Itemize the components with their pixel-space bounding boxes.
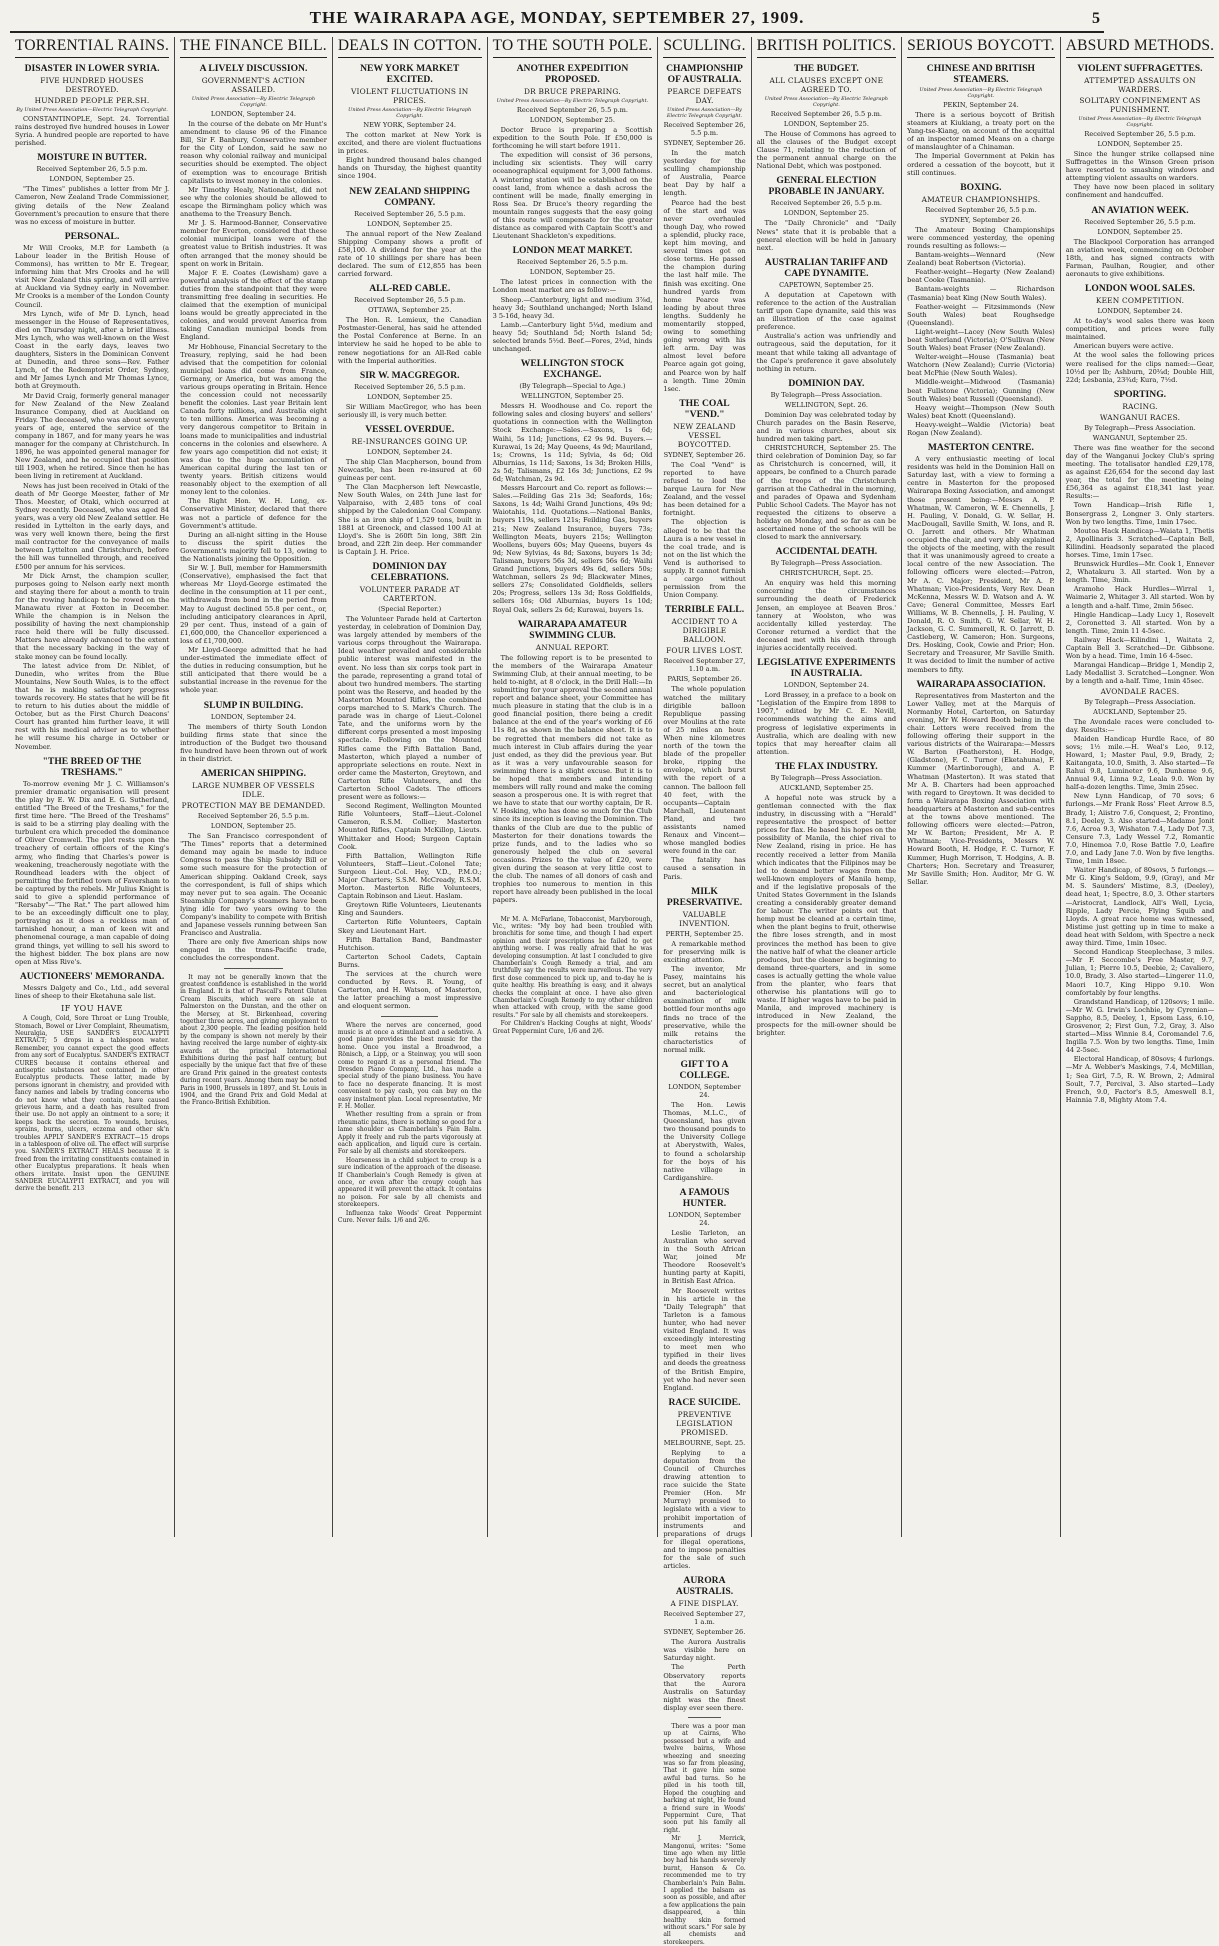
advertisement-text: For Children's Hacking Coughs at night, Woods' Great Peppermint Cure, 1/6 and 2/6. — [492, 1020, 653, 1035]
dateline: Received September 26, 5.5 p.m. — [1084, 130, 1196, 138]
column-heading: TORRENTIAL RAINS. — [15, 37, 169, 58]
article-headline: SIR W. MACGREGOR. — [359, 369, 460, 381]
paragraph: Mr Dick Arnst, the champion sculler, purposes going to Nelson early next month and staying there for about a month to train for the rowing handicap to be rowed on the Manawatu river at Foxton in December. While the champion is in Nelson the possibility of having the next championship race held there will be fully discussed. Matters have already advanced to the extent that the necessary backing in the way of stake money can be found locally. — [15, 571, 170, 661]
dateline: Received September 26, 5.5 p.m. — [663, 121, 746, 137]
article-headline: THE BUDGET. — [793, 63, 859, 74]
article-subheading: NEW ZEALAND VESSEL BOYCOTTED. — [673, 421, 736, 449]
dateline: LONDON, September 25. — [367, 392, 453, 401]
paragraph: Mr David Craig, formerly general manager for New Zealand of the New Zealand Insurance Company, died at Auckland on Friday. The deceased, who was about seventy years of age, entered the service of the company in 1867, and for many years he was manager for the company at Christchurch. In 1896, he was appointed general manager for New Zealand, and he occupied that position till 1903, when he retired. Since then he has been living in retirement at Auckland. — [15, 391, 170, 481]
dateline: By Telegraph—Press Association. — [770, 559, 883, 568]
paragraph: To-morrow evening Mr J. C. Williamson's premier dramatic organisation will present the play by E. W. Dix and E. G. Sutherland, entitled "The Breed of the Treshams," for the first time here. "The Breed of the Treshams" is said to be a stirring play dealing with the turbulent era which preceded the dominance of Oliver Cromwell. The plot rests upon the treachery of certain officers of the King's army, who finding that Charles's power is weakening, treacherously negotiate with the Roundhead leaders with the object of permitting the fortified town of Faversham to be captured by the rebels. Mr Julius Knight is said to give a splendid performance of "Rersaby"—"The Rat." The part allowed him to be an exceedingly difficult one to play, portraying as it does a reckless man of tarnished honour, a man of keen wit and phenomenal courage, a man capable of doing grand things, yet willing to sell his sword to the highest bidder. The box plans are now open at Miss Rive's. — [15, 779, 170, 966]
article-subheading: AMATEUR CHAMPIONSHIPS. — [921, 194, 1041, 204]
paragraph: CHRISTCHURCH, September 25. The third celebration of Dominion Day, so far as Christchurch is concerned, will, it appears, be confined to a Church parade of the troops of the Christchurch garrison at the Cathedral in the morning, and parades of Opawa and Sydenham Public School Cadets. The Mayor has not requested the citizens to observe a holiday on Monday, and so far as can be ascertained none of the schools will be closed to mark the anniversary. — [756, 444, 897, 542]
article-headline: NEW YORK MARKET EXCITED. — [360, 63, 460, 85]
advertisement-text: A Cough, Cold, Sore Throat or Lung Trouble, Stomach, Bowel or Liver Complaint, Rheumatism, Neuralgia, USE SANDER'S EUCALYPTI EXTRACT; 5 drops in a tablespoon water. Remember, you cannot expect the good effects from any sort of Eucalyptus. SANDER'S EXTRACT CURES because it contains ethereal and antiseptic substances not contained in other Eucalyptus products. These latter, made by persons ignorant in chemistry, and provided with fancy names and labels by trading concerns who do not know what they contain, have caused grievous harm, and a death has resulted from their use. Do not apply an ointment to a sore; it keeps back the secretion. To wounds, bruises, sprains, burns, ulcers, eczema and other sk'n troubles APPLY SANDER'S EXTRACT—15 drops in a tablespoon of olive oil. The effect will surprise you. SANDER'S EXTRACT HEALS because it is freed from the irritating constituents contained in other Eucalyptus preparations. It heals when others irritate. Insist upon the GENUINE SANDER EUCALYPTI EXTRACT, and you will derive the benefit. 213 — [15, 1015, 170, 1193]
dateline: AUCKLAND, September 25. — [779, 783, 874, 792]
paragraph: Pearce had the best of the start and was never overhauled though Day, who rowed a splendid, plucky race, kept him moving, and several times got on close terms. He passed the champion during the last half mile. The finish was exciting. One hundred yards from home Pearce was leading by about three lengths. Suddenly he momentarily stopped, owing to something going wrong with his left arm. Day was almost level before Pearce again got going, and Pearce won by half a length. Time 20min 1sec. — [663, 198, 746, 393]
advertisement-text: Influenza take Woods' Great Peppermint Cure. Never fails. 1/6 and 2/6. — [337, 1209, 482, 1225]
paragraph: Carterton Rifle Volunteers, Captain Skey and Lieutenant Hart. — [337, 918, 482, 935]
column-3 — [333, 37, 488, 1537]
column-4 — [488, 37, 659, 1537]
paragraph: The whole population watched the military dirigible balloon Republique passing over Moulins at the rate of 25 miles an hour. When nine kilometres north of the town the blade of the propeller broke, ripping the envelope, which burst with the report of a cannon. The balloon fell 40 feet, with the occupants—Captain Marchall, Lieutenant Pland, and two assistants named Renaux and Vincent—whose mangled bodies were found in the car. — [663, 685, 746, 856]
paragraph: Fifth Battalion Band, Bandmaster Hutchison. — [337, 935, 482, 952]
paragraph: An enquiry was held this morning concerning the circumstances surrounding the death of Frederick Jensen, an employee at Beaven Bros.' tannery at Woolston, who was accidentally killed yesterday. The Coroner returned a verdict that the deceased met with his death through injuries accidentally received. — [756, 579, 897, 653]
article-subheading: LARGE NUMBER OF VESSELS IDLE. — [192, 781, 315, 800]
article-subheading: RE-INSURANCES GOING UP. — [351, 436, 468, 446]
article-headline: WELLINGTON STOCK EXCHANGE. — [520, 358, 625, 381]
advertisement-text: It may not be generally known that the greatest confidence is established in the world in England. It is that of Pascall's Patent Gluten Cream Biscuits, which were on sale at Palmerston on the Dunstan, and the other on the Mersey, at St. Birkenhead, covering together three acres, and giving employment to about 2,300 people. The leading position held by the company is shown not merely by their having received the large number of eighty-six awards at the principal International Exhibitions during the past half century, but especially by the unique fact that five of these are Grand Prix gained in the greatest contests during recent years. Among them may be noted Paris in 1900, Brussels in 1897, and St. Louis in 1904, and the Grand Prix and Gold Medal at the Franco-British Exhibition. — [180, 973, 327, 1107]
paragraph: There was fine weather for the second day of the Wanganui Jockey Club's spring meeting. The totalisator handled £29,178, as against £26,654 for the second day last year, the total for the meeting being £56,364 as against £18,341 last year. Results:— — [1065, 443, 1215, 501]
dateline: CAPETOWN, September 25. — [779, 280, 874, 289]
paragraph: Sir W. J. Bull, member for Hammersmith (Conservative), emphasised the fact that whereas Mr Lloyd-George estimated the decline in the consumption at 11 per cent., withdrawals from bond in the period from May to August declined 55.8 per cent., or, including anticipatory clearances in April, 29 per cent. Thus, instead of a gain of £1,600,000, the Chancellor experienced a loss of £1,700,000. — [180, 564, 327, 645]
article-headline: DOMINION DAY. — [788, 377, 865, 389]
dateline: PERTH, September 25. — [665, 929, 744, 938]
article-headline: AUSTRALIAN TARIFF AND CAPE DYNAMITE. — [764, 256, 888, 279]
paragraph: Greytown Rifle Volunteers, Lieutenants King and Saunders. — [337, 901, 482, 918]
article-headline: GIFT TO A COLLEGE. — [679, 1058, 730, 1081]
paragraph: The objection is alleged to be that the Laura is a new vessel in the coal trade, and is not on the list which the Vend is authorised to supply. It cannot furnish a cargo without permission from the Union Company. — [663, 518, 746, 600]
dateline: Received September 27, 1 a.m. — [663, 1610, 746, 1627]
column-rule — [381, 1016, 438, 1017]
paragraph: Doctor Bruce is preparing a Scottish expedition to the South Pole. If £50,000 is forthcoming he will start before 1911. — [492, 126, 653, 151]
credit-line: United Press Association—By Electric Telegraph Copyright. — [764, 96, 888, 108]
dateline: LONDON, September 25. — [49, 175, 135, 184]
dateline: By Telegraph—Press Association. — [1084, 423, 1196, 432]
article-headline: MASTERTON CENTRE. — [927, 442, 1034, 454]
dateline: WANGANUI, September 25. — [1092, 433, 1188, 442]
advertisement-text: Mr M. A. McFarlane, Tobacconist, Maryborough, Vic., writes: "My boy had been troubled with bronchitis for some time, and though I had expert opinion and their prescriptions he failed to get anything worse. I was really afraid that he was developing consumption. At last I concluded to give Chamberlain's Cough Remedy a trial, and am truthfully say the results were marvellous. The very first dose commenced to pick up, and to-day he is quite healthy. His breathing is easy, and it always checks the complaint at once. I have also given Chamberlain's Cough Remedy to my other children when attacked with croup, with the same good results." For sale by all chemists and storekeepers. — [492, 915, 653, 1019]
paragraph: Heavy weight—Thompson (New South Wales) beat Knott (Queensland). — [907, 403, 1055, 420]
article-headline: TERRIBLE FALL. — [664, 604, 745, 616]
dateline: By Telegraph—Press Association. — [770, 773, 883, 782]
dateline: LONDON, September 24. — [367, 447, 453, 456]
paragraph: Moutoa Hack Handicap—Waiata 1, Thetis 2, Apollinaris 3. Scratched—Captain Bell, Kilindini. Headsonly separated the placed horses. Time, 1min 17sec. — [1065, 526, 1215, 559]
dateline: Received September 26, 5.5 p.m. — [197, 812, 310, 821]
paragraph: At to-day's wool sales there was keen competition, and prices were fully maintained. — [1065, 317, 1215, 342]
dateline: Received September 26, 5.5 p.m. — [36, 165, 148, 174]
column-2 — [175, 37, 333, 1537]
paragraph: The members of thirty South London building firms state that since the introduction of the Budget two thousand five hundred have been thrown out of work in their district. — [180, 722, 327, 763]
article-headline: A LIVELY DISCUSSION. — [199, 63, 308, 74]
paragraph: The latest prices in connection with the London meat market are as follow:— — [492, 278, 653, 295]
article-headline: WAIRARAPA AMATEUR SWIMMING CLUB. — [517, 618, 628, 641]
article-headline: LONDON WOOL SALES. — [1085, 283, 1195, 295]
article-subheading: ANNUAL REPORT. — [535, 642, 610, 652]
dateline: Received September 26, 5.5 p.m. — [516, 106, 629, 114]
paragraph: The fatality has caused a sensation in Paris. — [663, 856, 746, 881]
paragraph: A deputation at Capetown with reference to the action of the Australian tariff upon Cape dynamite, said this was an illustration of the case against preference. — [756, 290, 897, 332]
paragraph: Town Handicap—Irish Rifle 1, Bonsergrass 2, Longner 3. Only starters. Won by two lengths. Time, 1min 17sec. — [1065, 501, 1215, 526]
article-headline: DISASTER IN LOWER SYRIA. — [24, 63, 160, 74]
dateline: Received September 26, 5.5 p.m. — [354, 209, 466, 218]
paragraph: Maiden Handicap Hurdle Race, of 80 sovs; 1½ mile.—H. Weal's Leo, 9.12, Howard, 1; Master Paul, 9.9, Brady, 2; Kaitangata, 10.0, Smith, 3. Also started—Te Rahui 9.8, Lumineter 9.6, Dunheme 9.6, Annual 9.4, Linna 9.2, Leala 9.0. Won by half-a-dozen lengths. Time, 3min 25sec. — [1065, 734, 1215, 792]
paragraph: A remarkable method for preserving milk is exciting attention. — [663, 939, 746, 964]
dateline: Received September 26, 5.5 p.m. — [516, 258, 629, 267]
article-headline: LEGISLATIVE EXPERIMENTS IN AUSTRALIA. — [757, 657, 896, 680]
article-subheading: GOVERNMENT'S ACTION ASSAILED. — [201, 76, 306, 94]
credit-line: United Press Association—By Electric Telegraph Copyright. — [348, 107, 472, 119]
column-1 — [10, 37, 175, 1537]
article-headline: ANOTHER EXPEDITION PROPOSED. — [516, 63, 629, 85]
paragraph: Bantam-weights—Wennard (New Zealand) beat Robertson (Victoria). — [907, 251, 1055, 268]
dateline: Received September 26, 5.5 p.m. — [354, 296, 466, 305]
column-rule — [224, 968, 283, 969]
paragraph: Lord Brassey, in a preface to a book on "Legislation of the Empire from 1898 to 1907," edited by Mr C. E. Nevill, recommends watching the aims and progress of legislative experiments in Australia, which are dealing with new topics that may hereafter claim all attention. — [756, 691, 897, 756]
article-headline: PERSONAL. — [64, 230, 120, 242]
paragraph: News has just been received in Otaki of the death of Mr George Meester, father of Mr Thos. Meester, of Otaki, which occurred at Sydney recently. Deceased, who was aged 84 years, was a very old New Zealand settler. He resided in Lyttelton in the early days, and was very well known there, being the first mail contractor for the conveyance of mails between Lyttelton and Christchurch, before the hill was tunnelled through, and received £500 per annum for his services. — [15, 481, 170, 571]
page-number: 5 — [1092, 10, 1100, 27]
paragraph: The Aurora Australis was visible here on Saturday night. — [663, 1638, 746, 1663]
article-subheading: ALL CLAUSES EXCEPT ONE AGREED TO. — [769, 76, 884, 94]
dateline: LONDON, September 25. — [783, 209, 869, 218]
paragraph: The Hon. R. Lemieux, the Canadian Postmaster-General, has said he attended the Postal Conference at Berne. In an interview he said he hoped to be able to renew negotiations for an All-Red cable with the Imperial authorities. — [337, 316, 482, 365]
dateline: LONDON, September 25. — [529, 268, 615, 277]
advertisement-text: Hoarseness in a child subject to croup is a sure indication of the approach of the disease. If Chamberlain's Cough Remedy is given at once, or even after the croupy cough has appeared it will prevent the attack. It contains no poison. For sale by all chemists and storekeepers. — [337, 1156, 482, 1209]
article-headline: CHINESE AND BRITISH STEAMERS. — [926, 63, 1036, 85]
article-headline: THE COAL "VEND." — [679, 397, 730, 420]
paragraph: The Hon. Lewis Thomas, M.L.C., of Queensland, has given two thousand pounds to the University College at Aberystwith, Wales, to found a scholarship for the boys of his native village in Cardiganshire. — [663, 1100, 746, 1182]
dateline: Received September 26, 5.5 p.m. — [925, 205, 1037, 214]
article-subheading: PEARCE DEFEATS DAY. — [667, 87, 742, 105]
paragraph: Mrs Lynch, wife of Mr D. Lynch, head messenger in the House of Representatives, died on Thursday night, after a brief illness. Mrs Lynch, who was well-known on the West Coast in the early days, leaves two daughters, Sisters in the Dominican Convent at Dunedin, and three sons—Rev. Father Lynch, of the Redemptorist Order, Sydney, and Mr James Lynch and Mr Thomas Lynce, both at Greymouth. — [15, 309, 170, 391]
article-headline: CHAMPIONSHIP OF AUSTRALIA. — [666, 63, 743, 85]
paragraph: Heavy-weight—Waldie (Victoria) beat Rogan (New Zealand). — [907, 420, 1055, 437]
dateline: MELBOURNE, Sept. 25. — [663, 1438, 746, 1447]
column-8 — [1061, 37, 1219, 1537]
column-heading: THE FINANCE BILL. — [180, 37, 327, 58]
dateline: LONDON, September 24. — [1097, 307, 1183, 316]
paragraph: New Lynn Handicap, of 70 sovs; 6 furlongs.—Mr Frank Ross' Fleet Arrow 8.5, Brady, 1; Aiistro 7.6, Conquest, 2; Frontino, 8.1, Deeley, 3. Also started—Madame Jonit 7.6, Acroa 9.3, Wishaton 7.4, Lady Dot 7.3, Censure 7.3, Lady Wessel 7.2, Romantic 7.0, Hinemoa 7.0, Rose Battle 7.0, Leafire 7.0, and Lady Jane 7.0. Won by five lengths. Time, 1min 18sec. — [1065, 792, 1215, 866]
dateline: Received September 26, 5.5 p.m. — [1084, 217, 1196, 226]
column-heading: SCULLING. — [663, 37, 745, 58]
paragraph: The "Daily Chronicle" and "Daily News" state that it is probable that a general election will be held in January next. — [756, 219, 897, 252]
dateline: LONDON, September 24. — [668, 1082, 741, 1099]
article-subheading: ACCIDENT TO A DIRIGIBLE BALLOON. — [671, 617, 738, 645]
paragraph: Replying to a deputation from the Council of Churches drawing attention to race suicide the State Premier (Hon. Mr Murray) promised to legislate with a view to prohibit importation of instruments and preparations of drugs for illegal operations, and to impose penalties for the sale of such articles. — [663, 1448, 746, 1571]
column-heading: TO THE SOUTH POLE. — [493, 37, 653, 58]
column-heading: DEALS IN COTTON. — [338, 37, 482, 58]
paragraph: The following report is to be presented to the members of the Wairarapa Amateur Swimming Club, at their annual meeting, to be held to-night, at 8 o'clock, in the Drill Hall:—In submitting for your approval the second annual report and balance sheet, your Committee has much pleasure in stating that the club is in a good financial position, there being a credit balance at the end of the year's working of £6 11s 8d, as shown in the balance sheet. It is to be regretted that members did not take as much interest in Club affairs during the year just ended, as they did the previous year. But as it was a very unfavourable season for swimming there is a slight excuse. But it is to be hoped that members and intending members will rally round and make the coming season a prosperous one. It is with regret that we have to state that our worthy captain, Dr R. V. Hosking, who has done so much for the Club since its inception is leaving the Dominion. The thanks of the Club are due to the public of Masterton for their donations towards the prize funds, and to the ladies who so generously helped the club on several occasions. Prizes to the value of £20, were given during the season at very little cost to the club. The names of all donors of cash and trophies too numerous to mention in this report have already been published in the local papers. — [492, 653, 653, 905]
paragraph: Major F. E. Coates (Lewisham) gave a powerful analysis of the effect of the stamp duties from the standpoint that they were transmitting free dealing in securities. He claimed that the exemption of municipal loans would be greatly appreciated in the colonies, and would prevent America from taking Canadian municipal bonds from England. — [180, 268, 327, 342]
article-headline: GENERAL ELECTION PROBABLE IN JANUARY. — [768, 175, 885, 198]
article-headline: MILK PRESERVATIVE. — [666, 885, 743, 908]
paragraph: The Right Hon. W. H. Long, ex-Conservative Minister, declared that there was not a particle of defence for the Government's attitude. — [180, 497, 327, 530]
article-headline: MOISTURE IN BUTTER. — [37, 152, 147, 164]
column-5 — [658, 37, 751, 1946]
dateline: LONDON, September 25. — [783, 120, 869, 128]
paragraph: A hopeful note was struck by a gentleman connected with the flax industry, in discussing with a "Herald" representative the prospect of better prices for flax. He based his hopes on the possibility of Manila, the chief rival to New Zealand, rising in price. He has recently received a letter from Manila which indicates that the Filipinos may be led to demand better wages from the well-known employers of Manila hemp, and if the legislative proposals of the United States Government in the Islands creating a considerably greater demand for labour. The writer points out that hemp must be cleaned at a certain time, when the plant begins to fruit, otherwise the fibre loses strength, and in most provinces the method has been to give the native half of what the cleaner article produces, but the cleaner is beginning to demand three-quarters, and in some cases is actually getting the whole value from the planter, who fears that otherwise his plantations will go to waste. If higher wages have to be paid in Manila, and improved machinery is introduced in New Zealand, the prospects for the mill-owner should be brighter. — [756, 793, 897, 1037]
column-rule — [540, 910, 604, 911]
article-headline: AN AVIATION WEEK. — [1091, 204, 1189, 216]
paragraph: The Imperial Government at Pekin has ordered a cessation of the boycott, but it still continues. — [907, 152, 1055, 177]
article-headline: ACCIDENTAL DEATH. — [775, 546, 878, 558]
article-headline: BOXING. — [960, 181, 1002, 193]
paragraph: The Avondale races were concluded to-day. Results:— — [1065, 717, 1215, 734]
article-subheading: FOUR LIVES LOST. — [666, 646, 743, 656]
dateline: LONDON, September 25. — [1097, 227, 1183, 236]
paragraph: The Volunteer Parade held at Carterton yesterday, in celebration of Dominion Day, was largely attended by members of the various corps throughout the Wairarapa. Ideal weather prevailed and considerable public interest was manifested in the event. No less than six corps took part in the parade, representing a grand total of about two hundred members. The starting point was the Reserve, and headed by the Masterton Mounted Rifles, the combined corps marched to S. Mark's Church. The parade was in charge of Lieut.-Colonel Tate, and the uniforms worn by the different corps presented a most imposing spectacle. Following on the Mounted Rifles came the Fifth Battalion Band, Masterton, which played a number of appropriate selections en route. Next in order came the Masterton, Greytown, and Carterton Rifle Volunteers, and the Carterton School Cadets. The officers present were as follows:— — [337, 615, 482, 802]
article-headline: AURORA AUSTRALIS. — [675, 1575, 734, 1598]
article-headline: "THE BREED OF THE TRESHAMS." — [42, 755, 142, 778]
article-subheading: A FINE DISPLAY. — [670, 1599, 739, 1609]
paragraph: Mr Will Crooks, M.P. for Lambeth (a Labour leader in the British House of Commons), has written to Mr E. Tregear, informing him that Mrs Crooks and he will visit New Zealand this spring, and will arrive at Auckland via Sydney early in November. Mr Crooks is a member of the London County Council. — [15, 243, 170, 309]
article-subheading: PROTECTION MAY BE DEMANDED. — [181, 801, 326, 811]
dateline: WELLINGTON, Sept. 26. — [784, 400, 869, 409]
paragraph: Fifth Battalion, Wellington Rifle Volunteers, Staff—Lieut.-Colonel Tate; Surgeon Lieut.-Col. Hey, V.D., P.M.O.; Major Charters; S.S.M. McCready, R.S.M. Morton. Masterton Rifle Volunteers, Captain Robinson and Lieut. Haslam. — [337, 851, 482, 901]
paragraph: The Blackpool Corporation has arranged an aviation week, commencing on October 18th, and has signed contracts with Farman, Paulhan, Rougier, and other aeronauts to give exhibitions. — [1065, 237, 1215, 278]
column-7 — [902, 37, 1061, 1537]
dateline: WELLINGTON, September 25. — [521, 392, 624, 401]
paragraph: Waiter Handicap, of 80sovs, 5 furlongs.—Mr G. King's Seldom, 9.9, (Gray), and Mr M. S. Saunders' Mistime, 8.3, (Deeley), dead heat, 1; Spectre, 8.0, 3. Other starters—Aristocrat, Landlock, All's Well, Lycia, Ripple, Lady Percie, Flying Squib and Lloyds. A great race home was witnessed, Mistime just getting up in time to make a dead heat with Seldom, with Spectre a neck away third. Time, 1min 10sec. — [1065, 866, 1215, 948]
article-headline: WAIRARAPA ASSOCIATION. — [916, 678, 1046, 690]
article-headline: NEW ZEALAND SHIPPING COMPANY. — [349, 185, 471, 208]
advertisement-text: Whether resulting from a sprain or from rheumatic pains, there is nothing so good for a lame shoulder as Chamberlain's Pain Balm. Apply it freely and rub the parts vigorously at each application, and liquid cure is certain. For sale by all chemists and storekeepers. — [337, 1111, 482, 1156]
paragraph: Sir William MacGregor, who has been seriously ill, is very much better. — [337, 402, 482, 419]
dateline: NEW YORK, September 24. — [363, 121, 457, 129]
paragraph: During an all-night sitting in the House to discuss the spirit duties the Government's majority fell to 13, owing to the Nationalists joining the Opposition. — [180, 530, 327, 563]
column-rule — [688, 1717, 721, 1718]
dateline: Received September 26, 5.5 p.m. — [770, 199, 882, 208]
credit-line: United Press Association—By Electric Telegraph Copyright. — [496, 98, 649, 104]
advertisement-text: There was a poor man up at Cairns, Who possessed but a wife and twelve bairns, Whose wheezing and sneezing was so far from pleasing, That it gave him some awful bad turns. So he piled in his tooth till, Hoped the coughing and barking at night, He found a friend sure in Woods' Peppermint Cure, That soon put his family all right. — [663, 1723, 746, 1834]
masthead — [10, 6, 1104, 33]
dateline: (Special Reporter.) — [378, 605, 442, 613]
article-headline: VIOLENT SUFFRAGETTES. — [1077, 63, 1203, 74]
credit-line: United Press Association—By Electric Telegraph Copyright. — [919, 87, 1043, 99]
paragraph: Second Regiment, Wellington Mounted Rifle Volunteers, Staff—Lieut.-Colonel Cameron, R.S.M. Collier; Masterton Mounted Rifles, Captain McKillop, Lieuts. Whittaker and Hood; Surgeon Captain Cook. — [337, 802, 482, 851]
advertisement-text: Where the nerves are concerned, good music is at once a stimulant and a sedative. A good piano provides the best music for the home. Once you instal a Broadwood, a Rönisch, a Lipp, or a Steinway, you will soon come to regard it as a personal friend. The Dresden Piano Company, Ltd., has made a special study of the piano business. You have to face no desperate financing. It is most convenient to pay cash, you can buy on the easy instalment plan. Local representative, Mr F. H. Moller. — [337, 1021, 482, 1110]
article-headline: VESSEL OVERDUE. — [365, 423, 455, 435]
article-subheading: WANGANUI RACES. — [1099, 412, 1181, 422]
article-headline: A FAMOUS HUNTER. — [679, 1186, 730, 1209]
paragraph: Mr Roosevelt writes in his article in the "Daily Telegraph" that Tarleton is a famous hunter, who had never visited England. It was exceedingly interesting to meet men who typified in their lives and deeds the greatness of the British Empire, yet who had never seen England. — [663, 1286, 746, 1392]
dateline: Received September 26, 5.5 p.m. — [770, 110, 882, 118]
column-6 — [752, 37, 902, 1537]
paragraph: Dominion Day was celebrated today by Church parades on the Basin Reserve, and in various churches, about six hundred men taking part. — [756, 410, 897, 444]
article-headline: DOMINION DAY CELEBRATIONS. — [370, 561, 449, 583]
dateline: OTTAWA, September 25. — [368, 306, 452, 315]
columns — [10, 37, 1215, 1946]
dateline: AUCKLAND, September 25. — [1093, 707, 1187, 716]
article-headline: SPORTING. — [1113, 388, 1167, 400]
paragraph: Welter-weight—House (Tasmania) beat Watchorn (New Zealand); Currie (Victoria) beat McPhie (New South Wales). — [907, 353, 1055, 378]
dateline: PARIS, September 26. — [667, 675, 742, 684]
paragraph: Grandstand Handicap, of 120sovs; 1 mile.—Mr W. G. Irwin's Lochbie, by Cyrenian—Sappho, 8.5, Deeley, 1, Epsom Lass, 6.10, Grosvenor, 2; First Gun, 7.2, Gray, 3. Also started—Miss Winnie 8.4, Coromandel 7.6, Ingilla 7.5. Won by two lengths. Time, 1min 44 2-5sec. — [1065, 997, 1215, 1055]
paragraph: There are only five American ships now engaged in the trans-Pacific trade, concludes the correspondent. — [180, 938, 327, 963]
article-subheading: DR BRUCE PREPARING. — [524, 87, 621, 96]
article-subheading: KEEN COMPETITION. — [1095, 296, 1185, 306]
paragraph: The annual report of the New Zealand Shipping Company shows a profit of £58,100. A dividend for the year at the rate of 10 shillings per share has been declared. The sum of £12,855 has been carried forward. — [337, 229, 482, 279]
paragraph: Aramoho Hack Hurdles—Wirral 1, Waimarie 2, Whitager 3. All started. Won by a length and a-half. Time, 2min 56sec. — [1065, 585, 1215, 610]
paragraph: The ship Clan Macpherson, bound from Newcastle, has been re-insured at 60 guineas per cent. — [337, 457, 482, 483]
article-headline: AUCTIONEERS' MEMORANDA. — [19, 970, 165, 982]
dateline: SYDNEY, September 26. — [663, 1628, 746, 1637]
paragraph: The House of Commons has agreed to all the clauses of the Budget except Clause 71, relating to the reduction of the permanent annual charge on the National Debt, which was postponed. — [756, 130, 897, 171]
paragraph: Hingle Handicap—Lady Lucy 1, Rosevelt 2, Coronetted 3. All started. Won by a length. Time, 2min 11 4-5sec. — [1065, 610, 1215, 635]
article-subheading: PREVENTIVE LEGISLATION PROMISED. — [676, 1409, 733, 1437]
paragraph: Mr Lloyd-George admitted that he had under-estimated the immediate effect of the duties in reducing consumption, but he still anticipated that there would be a substantial increase in the revenue for the whole year. — [180, 646, 327, 695]
paragraph: The latest advice from Dr. Niblet, of Dunedin, who writes from the Blue Mountains, New South Wales, is to the effect that he is making satisfactory progress towards recovery. He states that he will be fit to return to his duties about the middle of October, but as the First Church Deacons' Court has granted him further leave, it will rest with his medical adviser as to whether he will resume his charge in October or November. — [15, 661, 170, 751]
paragraph: Since the hunger strike collapsed nine Suffragettes in the Winson Green prison have resorted to smashing windows and attempting violent assaults on warders. — [1065, 150, 1215, 183]
paragraph: Messrs H. Woodhouse and Co. report the following sales and closing buyers' and sellers' quotations in connection with the Wellington Stock Exchange:—Sales.—Saxons, 1s 6d; Waihi, 5s 11d; Junctions, £2 9s 9d. Buyers.—Kurawai, 1s 2d; May Queens, 4s 9d; Mauriland, 1s; Crowns, 1s 11d; Sylvia, 4s 6d; Old Alburnias, 1s 11d; Saxons, 1s 3d; Broken Hills, 2s 5d; Talismans, £2 16s 3d; Junctions, £2 9s 6d; Watchman, 2s 9d. — [492, 402, 653, 483]
credit-line: By United Press Association—Electric Telegraph Copyright. — [16, 107, 168, 113]
paragraph: "The Times" publishes a letter from Mr J. Cameron, New Zealand Trade Commissioner, giving details of the New Zealand Government's precaution to ensure that there was no excess of moisture in butter. — [15, 185, 170, 226]
paragraph: Mr Timothy Healy, Nationalist, did not see why the colonies should be allowed to escape the Birmingham policy which was anathema to the Treasury Bench. — [180, 185, 327, 219]
article-headline: ALL-RED CABLE. — [369, 283, 451, 295]
dateline: Received September 26, 5.5 p.m. — [354, 382, 466, 391]
paragraph: At the wool sales the following prices were realised for the clips named:—Gear, 10½d per lb; Ashburn, 20¾d; Double Hill, 22d; Lesbania, 23¾d; Kura, 7½d. — [1065, 351, 1215, 384]
paragraph: Lamb.—Canterbury light 5¼d, medium and heavy 5d; Southland 5d; North Island 5d; selected brands 5½d. Beef.—Fores, 2¾d, hinds unchanged. — [492, 320, 653, 354]
paragraph: Australia's action was unfriendly and outrageous, said the deputation, for it meant that while taking all advantage of the Cape's preference it gave absolutely nothing in return. — [756, 332, 897, 373]
paragraph: Leslie Tarleton, an Australian who served in the South African War, joined Mr Theodore Roosevelt's hunting party at Kapiti, in British East Africa. — [663, 1228, 746, 1286]
paragraph: Brunswick Hurdles—Mr. Cook 1, Ennever 2, Whatakuru 3. All started. Won by a length. Time, 3min. — [1065, 560, 1215, 585]
article-subheading: VIOLENT FLUCTUATIONS IN PRICES. — [350, 87, 469, 105]
paragraph: Carterton School Cadets, Captain Burns. — [337, 952, 482, 969]
article-subheading: RACING. — [1122, 401, 1158, 411]
dateline: PEKIN, September 24. — [943, 101, 1019, 109]
dateline: LONDON, September 25. — [367, 219, 453, 228]
article-headline: SLUMP IN BUILDING. — [203, 699, 304, 711]
paragraph: Second Handicap Steeplechase, 3 miles.—Mr F. Seccombe's Free Master, 9.7, Julian, 1; Pierre 10.5, Deebie, 2; Cavaliero, 10.0, Brady, 3. Also started—Lingerer 11.0, Maori 10.7, King Hippo 9.10. Won comfortably by four lengths. — [1065, 948, 1215, 997]
paragraph: Feather-weight—Hegarty (New Zealand) beat Cooke (Tasmania). — [907, 268, 1055, 285]
dateline: By Telegraph—Press Association. — [770, 390, 883, 399]
dateline: LONDON, September 24. — [668, 1210, 741, 1227]
dateline: LONDON, September 25. — [529, 116, 615, 124]
paragraph: The San Francisco correspondent of "The Times" reports that a determined demand may again be made to induce Congress to pass the Ship Subsidy Bill or some such measure for the protection of American shipping. Oakland Creek, says the correspondent, is full of ships which may never put to sea again. The Oceanic Steamship Company's steamers have been lying idle for two years owing to the Company's inability to compete with British and Japanese vessels running between San Francisco and Australia. — [180, 832, 327, 938]
paragraph: The Coal "Vend" is reported to have refused to load the barque Laura for New Zealand, and the vessel has been detained for a fortnight. — [663, 460, 746, 518]
dateline: (By Telegraph—Special to Age.) — [519, 382, 626, 391]
advertisement-text: Mr J. Merrick, Mangonui, writes: "Some time ago when my little boy had his hands severely burnt, Hanson & Co. recommended me to try Chamberlain's Pain Balm. I applied the balsam as soon as possible, and after a few applications the pain disappeared, a thin healthy skin formed without scars." For sale by all chemists and storekeepers. — [663, 1835, 746, 1946]
paragraph: The Perth Observatory reports that the Aurora Australis on Saturday night was the finest display ever seen there. — [663, 1663, 746, 1712]
dateline: LONDON, September 24. — [783, 681, 869, 690]
article-subheading: VOLUNTEER PARADE AT CARTERTON. — [359, 585, 460, 603]
paragraph: Messrs Dalgety and Co., Ltd., add several lines of sheep to their Eketahuna sale list. — [15, 983, 170, 1000]
dateline: SYDNEY, September 26. — [663, 139, 746, 147]
article-headline: THE FLAX INDUSTRY. — [775, 760, 878, 772]
ad-heading: IF YOU HAVE — [61, 1004, 123, 1013]
credit-line: United Press Association—By Electric Telegraph Copyright. — [191, 96, 316, 108]
dateline: CHRISTCHURCH, Sept. 25. — [779, 569, 874, 578]
article-subheading: SOLITARY CONFINEMENT AS PUNISHMENT. — [1079, 96, 1201, 114]
article-headline: RACE SUICIDE. — [668, 1396, 741, 1408]
dateline: LONDON, September 25. — [210, 822, 297, 831]
paragraph: Eight hundred thousand bales changed hands on Thursday, the highest quantity since 1904. — [337, 156, 482, 181]
article-subheading: ATTEMPTED ASSAULTS ON WARDERS. — [1084, 76, 1196, 94]
paragraph: Sheep.—Canterbury, light and medium 3⅞d, heavy 3d; Southland unchanged; North Island 3 5-16d, heavy 3d. — [492, 295, 653, 320]
dateline: Received September 27, 1.10 a.m. — [663, 657, 746, 674]
article-subheading: VALUABLE INVENTION. — [679, 909, 730, 928]
article-subheading: HUNDRED PEOPLE PER.SH. — [34, 96, 150, 105]
article-headline: AMERICAN SHIPPING. — [200, 768, 306, 780]
paragraph: Marangai Handicap—Bridge 1, Mendip 2, Lady Medallist 3. Scratched—Longner. Won by a length and a-half. Time, 1min 45sec. — [1065, 661, 1215, 686]
paragraph: Light-weight—Lacey (New South Wales) beat Sutherland (Victoria); O'Sullivan (New South Wales) beat Fraser (New Zealand). — [907, 327, 1055, 353]
paragraph: The inventor, Mr Pasey, maintains his secret, but an analytical and bacteriological examination of milk bottled four months ago finds no trace of the preservative, while the milk retains the characteristics of normal milk. — [663, 964, 746, 1054]
article-subheading: AVONDALE RACES. — [1100, 686, 1180, 696]
dateline: SYDNEY, September 26. — [663, 450, 746, 459]
credit-line: United Press Association—By Electric Telegraph Copyright. — [666, 107, 743, 119]
paragraph: The cotton market at New York is excited, and there are violent fluctuations in prices. — [337, 131, 482, 156]
paragraph: The services at the church were conducted by Revs. R. Young, of Carterton, and H. Watson, of Masterton, the latter preaching a most impressive and eloquent sermon. — [337, 970, 482, 1011]
paragraph: In the course of the debate on Mr Hunt's amendment to clause 96 of the Finance Bill, Sir F. Banbury, Conservative member for the City of London, said he saw no reason why colonial railway and municipal securities should be exempted. The object of exemption was to encourage British capitalists to invest money in the colonies. — [180, 120, 327, 185]
paragraph: Railway Hack—Kilindini 1, Waitata 2, Captain Bell 3. Scratched—Dr. Gibbsone. Won by a head. Time, 1min 16 4-5sec. — [1065, 635, 1215, 661]
dateline: LONDON, September 24. — [210, 712, 297, 721]
paragraph: Feather-weight — Fitzsimmonds (New South Wales) beat Roughsedge (Queensland). — [907, 302, 1055, 327]
paragraph: Middle-weight—Midwood (Tasmania) beat Fullstone (Victoria); Gunning (New South Wales) beat Russell (Queensland). — [907, 378, 1055, 403]
article-headline: LONDON MEAT MARKET. — [512, 245, 633, 257]
dateline: By Telegraph—Press Association. — [1084, 697, 1196, 706]
dateline: LONDON, September 24. — [210, 110, 297, 118]
paragraph: Mr J. S. Harmood-Banner, Conservative member for Everton, considered that these colonial municipal loans were of the greatest value to British industries. It was often arranged that the money should be spent on work in Britain. — [180, 219, 327, 268]
paragraph: The expedition will consist of 36 persons, including six scientists. They will carry oceanographical equipment for 3,000 fathoms. A wintering station will be established on the coast land, from whence a dash across the continent will be made, finally emerging in Ross Sea. Dr Bruce's theory regarding the mountain ranges suggests that the easy going of this route will compensate for the greater distance as compared with Captain Scott's and Lieutenant Shackleton's expeditions. — [492, 151, 653, 241]
paragraph: A very enthusiastic meeting of local residents was held in the Dominion Hall on Saturday last, with a view to forming a centre in Masterton for the proposed Wairarapa Boxing Association, and amongst those present being:—Messrs A. P. Whatman, W. Cameron, W. E. Chennells, J. H. Pauling, V. Donald, G. W. Sellar, H. MacDougall, Saville Smith, W. Ions, and R. O. Jarrett and others. Mr Whatman occupied the chair, and very ably explained the objects of the meeting, with the result that it was unanimously agreed to create a local centre of the new Association. The following officers were elected:—Patron, Mr A. C. Major; President, Mr A. P. Whatman; Vice-Presidents, Very Rev. Dean McKenna, Messrs W. D. Watson and A. W. Cave; General Committee, Messrs Earl Williams, W. B. Chennells, J. H. Pauling, V. Donald, R. O. Smith, G. W. Sellar, W. H. Jackson, G. C. Summerell, R. O. Jarrett, D. Castleberg, W. Cameron; Hon. Surgeons, Drs. Hosking, Cook, Cowie and Prior; Hon. Secretary and Treasurer, Mr Saville Smith. It was decided to limit the number of active members to fifty. — [907, 455, 1055, 674]
paragraph: CONSTANTINOPLE, Sept. 24. Torrential rains destroyed five hundred houses in Lower Syria. A hundred people are reported to have perished. — [15, 115, 170, 148]
paragraph: Mr Hobhouse, Financial Secretary to the Treasury, replying, said he had been advised that the competition for colonial municipal loans did come from France, Germany, or America, but was among the various groups operating in Britain. Hence the concession could not necessarily benefit the colonies. Last year Britain lent Canada forty millions, and Australia eight to ten millions. America was becoming a very dangerous competitor to Britain in loans made to municipalities and industrial concerns in the colonies and elsewhere. A few years ago competition did not exist; it was due to the huge accumulation of American capital during the last ten or twenty years. British citizens would reasonably object to the exemption of all money lent to the colonies. — [180, 342, 327, 497]
credit-line: United Press Association—By Electric Telegraph Copyright. — [1078, 116, 1202, 128]
paragraph: Messrs Harcourt and Co. report as follows:—Sales.—Feilding Gas 21s 3d; Seafords, 16s; Saxons, 1s 4d; Waihi Grand Junctions, 49s 9d; Waiotahis, 11d. Quotations.—National Banks, buyers 119s, sellers 121s; Feilding Gas, buyers 21s; New Zealand Insurance, buyers 73s; Wellington Meats, buyers 215s; Wellington Woollens, buyers 60s; May Queens, buyers 4s 9d; New Sylvias, 4s 8d; Saxons, buyers 1s 3d; Talisman, buyers 56s 3d, sellers 56s 6d; Waihi Grand Junctions, buyers 49s 6d, sellers 50s; Watchman, sellers 2s 9d; Blackwater Mines, sellers 27s; Consolidated Goldfields, sellers 20s; Progress, sellers 13s 3d; Ross Goldfields, sellers 16s; Old Alburnias, buyers 1s 10d; Royal Oak, sellers 2s 6d; Kurawai, buyers 1s. — [492, 484, 653, 614]
article-subheading: FIVE HUNDRED HOUSES DESTROYED. — [40, 76, 144, 94]
column-heading: ABSURD METHODS. — [1066, 37, 1215, 58]
dateline: SYDNEY, September 26. — [940, 215, 1022, 224]
paragraph: Bantam-weights — Richardson (Tasmania) beat King (New South Wales). — [907, 285, 1055, 302]
paragraph: Electoral Handicap, of 80sovs; 4 furlongs.—Mr A. Webber's Maskings, 7.4, McMillan, 1; Sea Girl, 7.5, R. W. Brown, 2; Admiral Soult, 7.7, Percival, 3. Also started—Lady French, 9.0, Factor's 8.5, Ameswell 8.1, Hainnia 7.8, Mighty Atom 7.4. — [1065, 1055, 1215, 1104]
paragraph: There is a serious boycott of British steamers at Kiukiang, a treaty port on the Yang-tse-Kiang, on account of the acquittal of an inspector named Means on a charge of manslaughter of a Chinaman. — [907, 111, 1055, 152]
paragraph: The Clan Macpherson left Newcastle, New South Wales, on 24th June last for Valparaiso, with 2,485 tons of coal shipped by the Caledonian Coal Company. She is an iron ship of 1,529 tons, built in 1881 at Greenock, and classed 100 A1 at Lloyd's. She is 260ft 5in long, 38ft 2in broad, and 22ft 2in deep. Her commander is Captain J. H. Price. — [337, 483, 482, 556]
dateline: LONDON, September 25. — [1097, 140, 1183, 148]
paragraph: They have now been placed in solitary confinement and handcuffed. — [1065, 183, 1215, 200]
paragraph: American buyers were active. — [1073, 342, 1174, 351]
paragraph: In the match yesterday for the sculling championship of Australia, Pearce beat Day by half a length. — [663, 149, 746, 198]
masthead-title: THE WAIRARAPA AGE, MONDAY, SEPTEMBER 27, 1909. — [309, 8, 805, 27]
column-heading: BRITISH POLITICS. — [757, 37, 896, 58]
paragraph: Representatives from Masterton and the Lower Valley, met at the Marquis of Normanby Hotel, Carterton, on Saturday evening, Mr W. Howard Booth being in the chair. Letters were received from the following offering their support in the various districts of the Wairarapa:—Messrs W. Barton (Featherston), H. Hodge, (Gladstone), F. C. Turnor (Eketahuna), F. Kummer (Martinborough), and A. P. Whatman (Masterton). It was stated that Mr A. B. Charters had been approached with regard to Greytown. It was decided to form a Wairarapa Boxing Association with headquarters at Masterton and sub-centres at the towns above mentioned. The following officers were elected:—Patron, Mr W. Barton; President, Mr A. P. Whatman; Vice-Presidents, Messrs W. Howard Booth, H. Hodge, F. C. Turnor, F. Kummer, Hugh Morrison, T. Hodgins, A. B. Charters; Hon. Secretary and Treasurer, Mr Saville Smith; Hon. Auditor, Mr G. W. Sellar. — [907, 691, 1055, 886]
column-heading: SERIOUS BOYCOTT. — [907, 37, 1055, 58]
paragraph: The Amateur Boxing Championships were commenced yesterday, the opening rounds resulting as follows:— — [907, 225, 1055, 250]
